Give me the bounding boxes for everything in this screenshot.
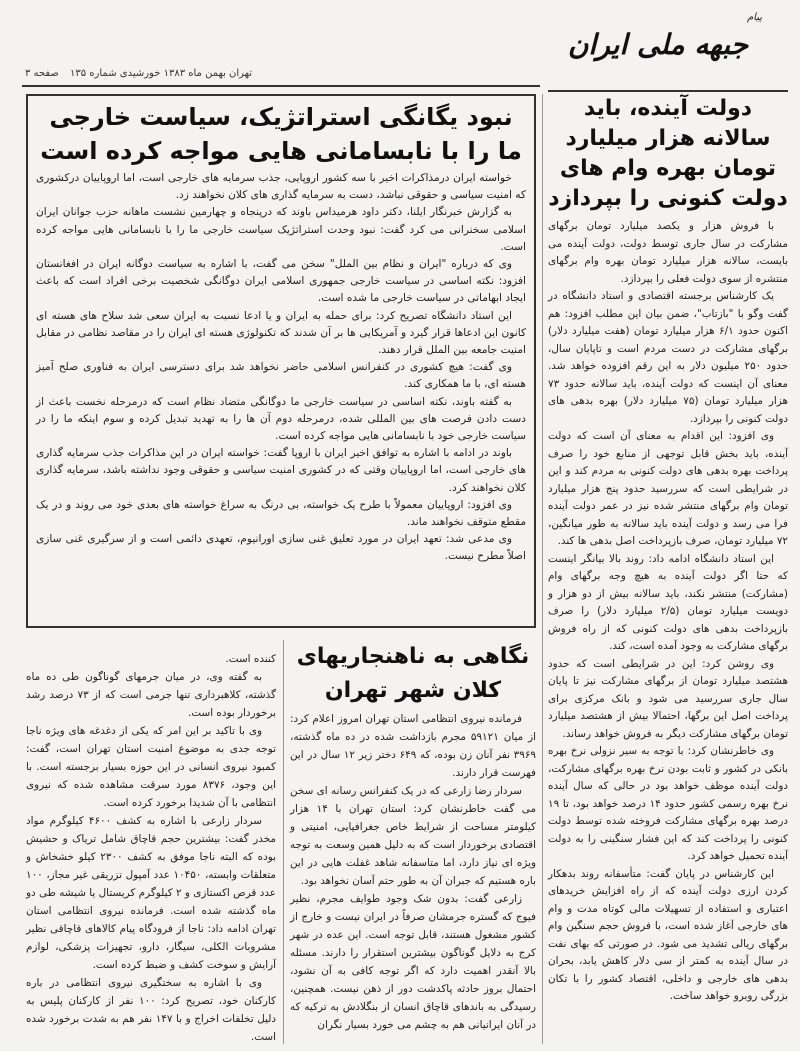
logo-prefix: پیام <box>746 12 762 23</box>
header-rule <box>22 85 540 87</box>
paragraph: یک کارشناس برجسته اقتصادی و استاد دانشگاه در گفت وگو با "بازتاب"، ضمن بیان این مطلب افزود: هم اکنون حدود ۶/۱ هزار میلیارد تومان (هفت میلیارد دلار) برگهای مشارکت در دست مردم است و تاپایان سال، حدود ۲۵۰ میلیون دلار به این رقم افزوده خواهد شد. معنای آن اینست که دولت آینده، باید سالانه حدود ۷۳ هزار میلیارد تومان (۷۵ میلیارد دلار) بهره بدهی های دولت کنونی را بپردازد. <box>548 290 789 425</box>
right-article-body <box>548 218 788 1006</box>
right-article-title: دولت آینده، باید سالانه هزار میلیارد تومان بهره وام های دولت کنونی را بپردازد <box>548 96 788 211</box>
page-number: صفحه ۳ <box>25 68 59 79</box>
paragraph: این استاد دانشگاه تصریح کرد: برای حمله به ایران و یا ادعا نسبت به ایران سعی شد سلاح های هسته ای کانون این ادعاها قرار گیرد و آمریکایی ها بر آن شدند که تکنولوژی هسته ای ایران را در مقاصد نظامی در مقابل امنیت جامعه بین الملل قرار دهند. <box>36 309 526 357</box>
continuation-body <box>26 650 276 1046</box>
paragraph: به گزارش خبرنگار ایلنا، دکتر داود هرمیداس باوند که درپنجاه و چهارمین نشست ماهانه حزب جوانان ایران اسلامی سخنرانی می کرد گفت: نبود وحدت استراتژیک سیاست خارجی ما را با نابسامانی هایی مواجه کرده است. <box>36 206 526 253</box>
paragraph: سردار زارعی با اشاره به کشف ۴۶۰۰ کیلوگرم مواد مخدر گفت: بیشترین حجم قاچاق شامل تریاک و حشیش بوده که البته ناجا موفق به کشف ۲۳۰۰ کیلو خشخاش و متعلقات وابسته، ۱۰۴۵۰ عدد آمپول تزریقی غیر مجاز، ۱۰۰ عدد قرص اکستازی و ۲ کیلوگرم کریستال یا شیشه طی دو ماه گذشته شده است. فرمانده نیروی انتظامی استان تهران ادامه داد: ناجا از فرودگاه پیام کالاهای قاچاقی نظیر مشروبات الکلی، سیگار، دارو، تجهیزات پزشکی، لوازم آرایش و سوخت کشف و ضبط کرده است. <box>26 815 277 971</box>
boxed-article-title: نبود یگانگی استراتژیک، سیاست خارجی ما را با نابسامانی هایی مواجه کرده است <box>40 103 522 165</box>
paragraph: وی خاطرنشان کرد: با توجه به سیر نزولی نرخ بهره بانکی در کشور و ثابت بودن نرخ بهره برگهای مشارکت، دولت آینده موظف خواهد بود در حالی که سال آینده نرخ بهره رسمی کشور حدود ۱۴ درصد خواهد بود، تا ۱۹ درصد بهره برگهای مشارکت فروخته شده توسط دولت کنونی را پرداخت کند که این فشار سنگینی را به دولت آینده تحمیل خواهد کرد. <box>548 745 788 862</box>
middle-article-body <box>290 710 536 1034</box>
paragraph: کننده است. <box>225 653 276 665</box>
paragraph: فرمانده نیروی انتظامی استان تهران امروز اعلام کرد: از میان ۵۹۱۲۱ مجرم بازداشت شده در ده ماه گذشته، ۳۹۶۹ نفر آنان زن بوده، که ۶۴۹ دختر زیر ۱۲ سال در این فهرست قرار دارند. <box>290 713 536 779</box>
paragraph: وی روشن کرد: این در شرایطی است که حدود هشتصد میلیارد تومان از برگهای مشارکت نیز تا پایان سال جاری سررسید می شود و بانک مرکزی برای پرداخت اصل این برگها، احتمالا بیش از هشتصد میلیارد تومان برگهای مشارکت دیگر به فروش خواهد رساند. <box>548 657 788 740</box>
paragraph: وی افزود: اروپاییان معمولاً با طرح یک خواسته، بی درنگ به سراغ خواسته های بعدی خود می روند و در یک مقطع متوقف نخواهند ماند. <box>36 498 526 529</box>
paragraph: وی افزود: این اقدام به معنای آن است که دولت آینده، باید بخش قابل توجهی از منابع خود را صرف پرداخت بهره بدهی های دولت کنونی به مردم کند و این در شرایطی است که سررسید حدود پنج هزار میلیارد تومان وام برگهای منتشر شده نیز در عمر دولت آینده فرا می رسد و دولت آینده باید سالانه به طور میانگین، ۷۲ میلیارد تومان، صرف بازپرداخت اصل بدهی ها کند. <box>548 430 788 547</box>
right-article <box>548 94 788 1006</box>
masthead-rule <box>548 90 788 92</box>
paragraph: وی که درباره "ایران و نظام بین الملل" سخن می گفت، با اشاره به سیاست دوگانه ایران در افغانستان افزود: نکته اساسی در سیاست خارجی جمهوری اسلامی ایران دوگانگی شخصیت برخی افراد است که باعث ایجاد ابهاماتی در سیاست خارجی ما شده است. <box>36 258 526 305</box>
paragraph: باوند در ادامه با اشاره به توافق اخیر ایران با اروپا گفت: خواسته ایران در این مذاکرات جذب سرمایه گذاری های خارجی است، اما اروپاییان وقتی که در کشوری امنیت سیاسی و حقوقی وجود نداشته باشد، سرمایه گذاری کلان نخواهند کرد. <box>36 447 526 494</box>
paragraph: به گفته وی، در میان جرمهای گوناگون طی ده ماه گذشته، کلاهبرداری تنها جرمی است که از ۷۳ درصد رشد برخوردار بوده است. <box>26 671 276 719</box>
middle-article-title: نگاهی به ناهنجاریهای کلان شهر تهران <box>296 644 530 703</box>
paragraph: وی با اشاره به سختگیری نیروی انتظامی در باره کارکنان خود، تصریح کرد: ۱۰۰ نفر از کارکنان پلیس به دلیل تخلفات اخراج و با ۱۴۷ نفر هم به شدت برخورد شده است. <box>26 977 276 1043</box>
paragraph: این کارشناس در پایان گفت: متأسفانه روند بدهکار کردن ارزی دولت آینده که از راه افزایش خریدهای اعتباری و استفاده از تسهیلات مالی کوتاه مدت و وام های خارجی آغاز شده است، با فروش حجم سنگین وام برگهای ریالی تشدید می شود. در صورتی که بهای نفت در سال آینده به کمتر از سی دلار کاهش یابد، بحران بدهی های خارجی و داخلی، اقتصاد کشور را با تکان بزرگی روبرو خواهد ساخت. <box>548 867 788 1002</box>
boxed-article-body <box>28 170 534 566</box>
middle-article-continuation <box>26 650 276 1046</box>
masthead <box>560 0 800 90</box>
paragraph: این استاد دانشگاه ادامه داد: روند بالا بیانگر اینست که حتا اگر دولت آینده به هیچ وجه برگهای وام (مشارکت) منتشر نکند، باید سالانه بیش از دو هزار و دویست میلیارد تومان (۲/۵ میلیارد دلار) را صرف بازپرداخت بدهی های دولت کنونی که از راه فروش برگهای مشارکت به وجود آمده است، کند. <box>548 552 788 652</box>
middle-article <box>290 640 536 1034</box>
boxed-article <box>26 94 536 628</box>
column-divider <box>283 640 284 1044</box>
newspaper-logo: جبهه ملی ایران <box>567 28 748 61</box>
dateline: تهران بهمن ماه ۱۳۸۳ خورشیدی شماره ۱۳۵ <box>70 68 253 79</box>
paragraph: وی مدعی شد: تعهد ایران در مورد تعلیق غنی سازی اورانیوم، تعهدی دائمی است و از سرگیری غنی سازی اصلاً مطرح نیست. <box>36 533 526 563</box>
paragraph: وی گفت: هیچ کشوری در کنفرانس اسلامی حاضر نخواهد شد برای دسترسی ایران به فناوری صلح آمیز هسته ای، با ما همکاری کند. <box>36 361 526 391</box>
paragraph: سردار رضا زارعی که در یک کنفرانس رسانه ای سخن می گفت خاطرنشان کرد: استان تهران با ۱۴ هزار کیلومتر مساحت از شرایط خاص جغرافیایی، امنیتی و اقتصادی برخوردار است که به دلیل همین وسعت به توجه ویژه ای نیاز دارد، اما متاسفانه شاهد غفلت هایی در این باره هستیم که جبران آن به طور حتم آسان نخواهد بود. <box>290 785 537 887</box>
paragraph: به گفته باوند، نکته اساسی در سیاست خارجی ما دوگانگی متضاد نظام است که درمرحله نخست باعث از دست دادن فرصت های بین المللی شده، درمرحله دوم آن ها را به تهدید تبدیل کرده و سوم اینکه ما را در سیاست خارجی خود با نابسامانی هایی مواجه کرده است. <box>36 395 526 443</box>
column-divider <box>542 94 543 1044</box>
paragraph: با فروش هزار و یکصد میلیارد تومان برگهای مشارکت در سال جاری توسط دولت، دولت آینده می بایست، سالانه هزار میلیارد تومان بهره وام برگهای منتشره از سوی دولت فعلی را بپردازد. <box>548 220 788 285</box>
paragraph: خواسته ایران درمذاکرات اخیر با سه کشور اروپایی، جذب سرمایه های خارجی است، اما اروپاییان درکشوری که امنیت سیاسی و حقوقی نباشد، دست به سرمایه گذاری های کلان نخواهند زد. <box>36 172 526 202</box>
paragraph: وی با تاکید بر این امر که یکی از دغدغه های ویژه ناجا توجه جدی به موضوع امنیت استان تهران است، گفت: کمبود نیروی انسانی در این حوزه بسیار برجسته است. با این وجود، ۸۳۷۶ مورد سرقت مشاهده شده که نیروی انتظامی با آن شدیدا برخورد کرده است. <box>26 725 276 809</box>
paragraph: زارعی گفت: بدون شک وجود طوایف مجرم، نظیر فیوج که گستره جرمشان صرفاً در ایران نیست و خارج از کشور مشغول هستند، قابل توجه است. این عده در شهر کرج به دلایل گوناگون بیشترین استقرار را دارند. مسئله بالا آنقدر اهمیت دارد که اگر توجه کافی به آن نشود، احتمال بروز حادثه پاکدشت دور از ذهن نیست. همچنین، رسیدگی به باندهای قاچاق انسان از بنگلادش به ترکیه که در آنان ایرانیانی هم به چشم می خورد بسیار نگران <box>290 893 536 1031</box>
